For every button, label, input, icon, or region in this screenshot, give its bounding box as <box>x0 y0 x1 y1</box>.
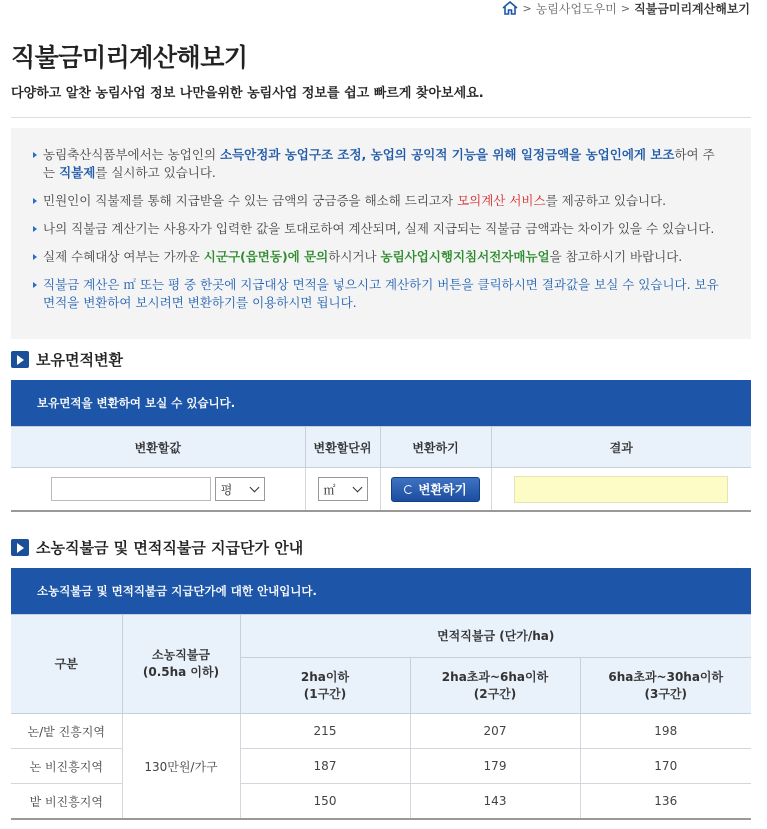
header-line: 소농직불금 <box>152 648 210 662</box>
col-header-value: 변환할값 <box>11 427 305 468</box>
convert-button-cell <box>380 468 491 512</box>
table-cell: 207 <box>410 714 580 749</box>
table-cell: 198 <box>580 714 751 749</box>
col-header-convert: 변환하기 <box>380 427 491 468</box>
breadcrumb-item-current: 직불금미리계산해보기 <box>634 1 750 16</box>
home-icon[interactable] <box>502 1 518 15</box>
info-text: 를 실시하고 있습니다. <box>95 165 216 180</box>
page-title: 직불금미리계산해보기 <box>11 43 248 72</box>
info-item: 나의 직불금 계산기는 사용자가 입력한 값을 토대로하여 계산되며, 실제 지급되는 직불금 금액과는 차이가 있을 수 있습니다. <box>33 220 721 238</box>
info-text: 농림축산식품부에서는 농업인의 <box>43 147 220 162</box>
convert-button[interactable] <box>391 477 479 502</box>
table-cell: 179 <box>410 749 580 784</box>
info-text: 을 참고하시기 바랍니다. <box>549 249 683 264</box>
breadcrumb-separator: > <box>522 1 532 15</box>
payment-table <box>11 614 751 820</box>
table-header-row <box>11 427 751 468</box>
info-item: 직불금 계산은 ㎡ 또는 평 중 한곳에 지급대상 면적을 넣으시고 계산하기 버튼을 클릭하시면 결과값을 보실 수 있습니다. 보유면적을 변환하여 보시려면 변환하기를 이용하시면 됩니다. <box>33 276 721 312</box>
header-line: (3구간) <box>644 686 687 701</box>
info-item <box>33 192 721 210</box>
header-line: (0.5ha 이하) <box>142 665 220 679</box>
info-highlight: 모의계산 서비스 <box>457 193 546 208</box>
table-cell: 150 <box>240 784 410 820</box>
unit-from-value: 평 <box>220 482 233 497</box>
col-header-area-payment: 면적직불금 (단가/ha) <box>240 615 751 658</box>
row-label: 논/밭 진흥지역 <box>11 714 122 749</box>
header-line: (2구간) <box>473 686 517 701</box>
info-text: 를 제공하고 있습니다. <box>545 193 667 208</box>
convert-section-heading <box>11 349 123 370</box>
table-cell: 215 <box>240 714 410 749</box>
info-highlight: 시군구(읍면동)에 문의 <box>203 249 329 264</box>
table-row <box>11 714 751 749</box>
convert-caption-bar: 보유면적을 변환하여 보실 수 있습니다. <box>11 380 751 426</box>
info-text: 민원인이 직불제를 통해 지급받을 수 있는 금액의 궁금증을 해소해 드리고자 <box>43 193 458 208</box>
refresh-icon <box>404 485 413 494</box>
info-text: 하여 주는 <box>43 147 715 180</box>
row-label: 논 비진흥지역 <box>11 749 122 784</box>
result-field <box>514 476 728 503</box>
page-subtitle: 다양하고 알찬 농림사업 정보 나만을위한 농림사업 정보를 쉽고 빠르게 찾아보세요. <box>11 86 484 101</box>
info-box <box>11 128 751 339</box>
convert-value-input[interactable] <box>51 477 211 501</box>
table-cell: 170 <box>580 749 751 784</box>
value-cell <box>11 468 305 512</box>
payment-caption-bar: 소농직불금 및 면적직불금 지급단가에 대한 안내입니다. <box>11 568 751 614</box>
section-arrow-icon <box>11 351 29 368</box>
header-line: 6ha초과~30ha이하 <box>608 669 724 684</box>
info-item <box>33 146 721 182</box>
info-text: 실제 수혜대상 여부는 가까운 <box>43 249 204 264</box>
col-header-category: 구분 <box>11 615 122 714</box>
info-text: 하시거나 <box>328 249 381 264</box>
section-arrow-icon <box>11 539 29 556</box>
table-cell: 143 <box>410 784 580 820</box>
manual-link[interactable]: 농림사업시행지침서전자매뉴얼 <box>380 249 550 264</box>
header-line: 2ha이하 <box>300 669 350 684</box>
col-header-result: 결과 <box>491 427 751 468</box>
col-header-tier-3 <box>580 658 751 714</box>
col-header-tier-1 <box>240 658 410 714</box>
payment-section-heading <box>11 537 303 558</box>
chevron-down-icon <box>352 482 362 492</box>
divider <box>11 117 751 118</box>
info-highlight: 직불제 <box>59 165 96 180</box>
table-cell: 187 <box>240 749 410 784</box>
col-header-tier-2 <box>410 658 580 714</box>
info-highlight: 소득안정과 농업구조 조정, 농업의 공익적 기능을 위해 일정금액을 농업인에게 보조 <box>220 147 675 162</box>
breadcrumb-item-helper[interactable]: 농림사업도우미 <box>535 1 617 16</box>
info-item <box>33 248 721 266</box>
unit-to-value: ㎡ <box>323 482 336 497</box>
header-line: (1구간) <box>303 686 347 701</box>
result-cell <box>491 468 751 512</box>
convert-button-label: 변환하기 <box>418 482 467 497</box>
unit-cell <box>305 468 380 512</box>
small-farmer-amount: 130만원/가구 <box>122 714 240 820</box>
chevron-down-icon <box>249 482 259 492</box>
table-cell: 136 <box>580 784 751 820</box>
breadcrumb <box>502 0 750 16</box>
section-title: 보유면적변환 <box>36 351 123 369</box>
unit-from-select[interactable] <box>215 477 265 501</box>
header-line: 2ha초과~6ha이하 <box>441 669 549 684</box>
unit-to-select[interactable] <box>318 477 368 501</box>
table-header-row <box>11 615 751 658</box>
col-header-unit: 변환할단위 <box>305 427 380 468</box>
convert-table <box>11 426 751 512</box>
breadcrumb-separator: > <box>620 1 631 15</box>
section-title: 소농직불금 및 면적직불금 지급단가 안내 <box>36 539 304 557</box>
table-row <box>11 468 751 512</box>
col-header-small-farmer <box>122 615 240 714</box>
row-label: 밭 비진흥지역 <box>11 784 122 820</box>
info-list <box>33 146 721 312</box>
